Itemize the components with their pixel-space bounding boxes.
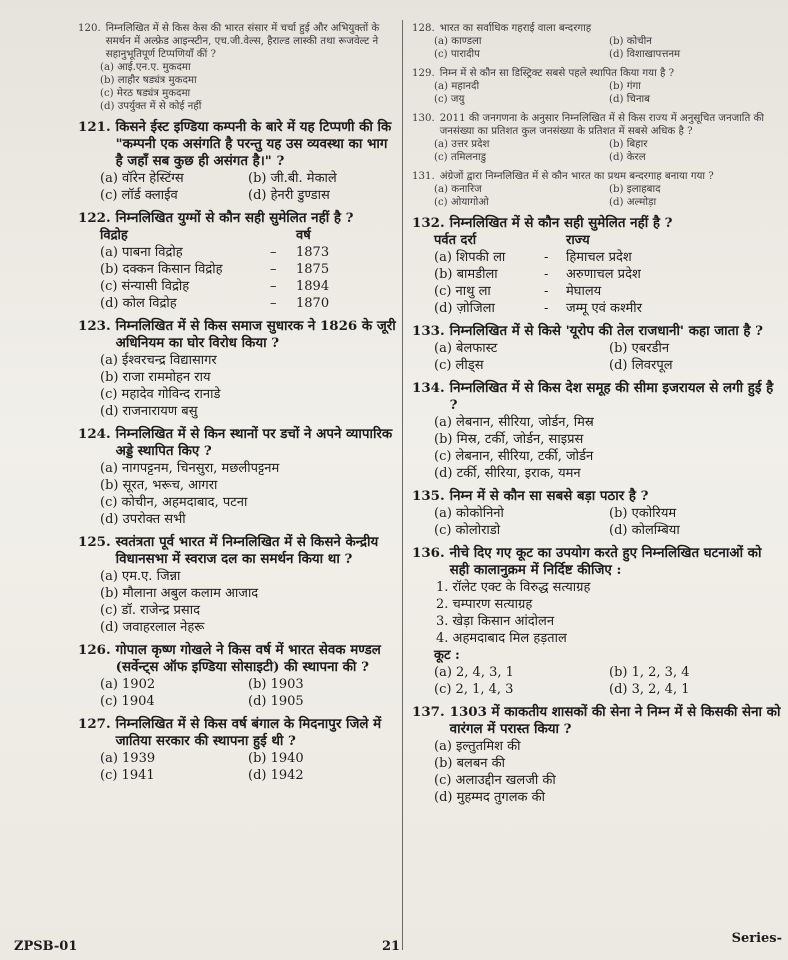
answer-option: (b) 1940	[248, 751, 304, 766]
table-cell: (a) पाबना विद्रोह	[100, 245, 183, 260]
answer-option: (c) लीड्स	[434, 358, 484, 373]
table-cell: –	[270, 296, 277, 311]
table-cell: (c) संन्यासी विद्रोह	[100, 279, 190, 294]
option-grid	[412, 340, 784, 374]
question-block	[78, 210, 396, 312]
table-cell: अरुणाचल प्रदेश	[566, 267, 641, 282]
statement-list	[412, 579, 784, 647]
question-header	[78, 716, 396, 750]
question-header	[412, 215, 784, 232]
question-header	[78, 642, 396, 676]
table-cell: –	[270, 279, 277, 294]
question-number: 124.	[78, 426, 111, 442]
page-number: 21	[382, 939, 401, 954]
answer-option: (b) एकोरियम	[609, 506, 677, 521]
option-grid	[412, 505, 784, 539]
question-text: अंग्रेजों द्वारा निम्नलिखित में से कौन भारत का प्रथम बन्दरगाह बनाया गया ?	[439, 171, 714, 182]
question-number: 125.	[78, 534, 111, 550]
question-header	[78, 119, 396, 170]
question-block	[78, 318, 396, 420]
table-header-spacer	[544, 232, 566, 249]
question-header	[412, 112, 784, 138]
table-header-spacer	[270, 227, 296, 244]
answer-option: (c) पारादीप	[434, 49, 480, 60]
question-block	[78, 716, 396, 784]
answer-option: (a) कोकोनिनो	[434, 506, 504, 521]
table-cell: -	[544, 284, 549, 299]
answer-option: (c) लेबनान, सीरिया, टर्की, जोर्डन	[434, 449, 594, 464]
answer-option: (d) हेनरी डुण्डास	[248, 188, 330, 203]
table-header-right: वर्ष	[296, 228, 311, 243]
table-cell: 1875	[296, 262, 330, 277]
answer-option: (d) टर्की, सीरिया, इराक, यमन	[434, 466, 581, 481]
answer-option: (d) लिवरपूल	[609, 358, 673, 373]
answer-option: (c) मेरठ षड्यंत्र मुकदमा	[100, 88, 191, 99]
question-header	[412, 323, 784, 340]
answer-option: (a) ईश्वरचन्द्र विद्यासागर	[100, 353, 217, 368]
question-text: निम्नलिखित में से किस समाज सुधारक ने 1826 के जूरी अधिनियम का घोर विरोध किया ?	[115, 318, 396, 351]
question-text: निम्नलिखित में से किन स्थानों पर डचों ने अपने व्यापारिक अड्डे स्थापित किए ?	[115, 426, 393, 459]
table-cell: (b) बामडीला	[434, 267, 498, 282]
question-header	[78, 22, 396, 61]
table-header-right: राज्य	[566, 233, 590, 248]
answer-option: (a) इल्तुतमिश की	[434, 739, 521, 754]
question-header	[412, 67, 784, 80]
table-header-row	[434, 232, 784, 249]
table-row	[434, 266, 784, 283]
question-number: 121.	[78, 119, 111, 135]
question-header	[412, 380, 784, 414]
question-header	[78, 534, 396, 568]
option-grid	[78, 750, 396, 784]
question-block	[412, 22, 784, 61]
question-block	[78, 426, 396, 528]
question-header	[412, 22, 784, 35]
answer-option: (d) राजनारायण बसु	[100, 404, 198, 419]
question-block	[78, 22, 396, 113]
question-text: निम्नलिखित में से किस वर्ष बंगाल के मिदनापुर जिले में जातिया सरकार की स्थापना हुई थी ?	[115, 716, 382, 749]
question-text: निम्नलिखित युग्मों से कौन सही सुमेलित नहीं है ?	[115, 210, 354, 226]
series-label: Series-	[731, 931, 782, 946]
question-text: निम्नलिखित में से किसे 'यूरोप की तेल राजधानी' कहा जाता है ?	[449, 323, 764, 339]
option-grid	[78, 676, 396, 710]
question-header	[412, 545, 784, 579]
question-block	[412, 380, 784, 482]
statement-item: 1. रॉलेट एक्ट के विरुद्ध सत्याग्रह	[436, 580, 591, 595]
answer-option: (b) गंगा	[609, 81, 641, 92]
answer-option: (c) ओयागोओ	[434, 197, 489, 208]
table-cell: (d) कोल विद्रोह	[100, 296, 177, 311]
answer-option: (c) लॉर्ड क्लाईव	[100, 188, 178, 203]
question-block	[412, 545, 784, 698]
table-cell: –	[270, 245, 277, 260]
question-block	[412, 170, 784, 209]
table-header-left: पर्वत दर्रा	[434, 233, 477, 248]
table-cell: जम्मू एवं कश्मीर	[566, 301, 642, 316]
table-cell: हिमाचल प्रदेश	[566, 250, 632, 265]
column-divider	[402, 20, 403, 950]
question-number: 127.	[78, 716, 111, 732]
answer-option: (c) अलाउद्दीन खलजी की	[434, 773, 556, 788]
answer-option: (b) लाहौर षड्यंत्र मुकदमा	[100, 75, 197, 86]
question-text: निम्नलिखित में से किस देश समूह की सीमा इजरायल से लगी हुई है ?	[449, 380, 774, 413]
answer-option: (b) बिहार	[609, 139, 648, 150]
answer-option: (d) अल्मोड़ा	[609, 197, 657, 208]
statement-item: 2. चम्पारण सत्याग्रह	[436, 597, 533, 612]
question-number: 130.	[412, 113, 435, 124]
answer-option: (c) कोलोराडो	[434, 523, 501, 538]
match-table	[412, 232, 784, 317]
answer-option: (a) 1902	[100, 677, 156, 692]
answer-option: (d) चिनाब	[609, 94, 650, 105]
answer-option: (a) बेलफास्ट	[434, 341, 498, 356]
answer-option: (d) 1942	[248, 768, 304, 783]
question-header	[412, 488, 784, 505]
question-block	[412, 704, 784, 806]
question-text: किसने ईस्ट इण्डिया कम्पनी के बारे में यह टिप्पणी की कि "कम्पनी एक असंगति है परन्तु यह उस व्यवस्था का भाग है जहाँ सब कुछ ही असंगत है।" ?	[115, 119, 392, 169]
question-header	[412, 704, 784, 738]
option-list	[78, 460, 396, 528]
right-column	[412, 22, 784, 812]
question-number: 126.	[78, 642, 111, 658]
table-row	[100, 295, 396, 312]
question-number: 128.	[412, 23, 435, 34]
answer-option: (b) राजा राममोहन राय	[100, 370, 211, 385]
answer-option: (d) 1905	[248, 694, 304, 709]
option-list	[412, 414, 784, 482]
table-cell: 1873	[296, 245, 330, 260]
table-row	[100, 278, 396, 295]
table-cell: (d) ज़ोजिला	[434, 301, 495, 316]
table-cell: 1870	[296, 296, 330, 311]
question-number: 133.	[412, 323, 445, 339]
table-cell: (a) शिपकी ला	[434, 250, 506, 265]
answer-option: (b) जी.बी. मेकाले	[248, 171, 337, 186]
table-row	[434, 283, 784, 300]
question-number: 123.	[78, 318, 111, 334]
table-row	[434, 300, 784, 317]
question-block	[412, 112, 784, 164]
option-list	[78, 61, 396, 113]
answer-option: (a) नागपट्टनम, चिनसुरा, मछलीपट्टनम	[100, 461, 280, 476]
answer-option: (b) एबरडीन	[609, 341, 670, 356]
question-text: भारत का सर्वाधिक गहराई वाला बन्दरगाह	[439, 23, 592, 34]
answer-option: (d) मुहम्मद तुगलक की	[434, 790, 545, 805]
table-row	[434, 249, 784, 266]
table-cell: 1894	[296, 279, 330, 294]
answer-option: (c) महादेव गोविन्द रानाडे	[100, 387, 221, 402]
question-number: 131.	[412, 171, 435, 182]
question-text: नीचे दिए गए कूट का उपयोग करते हुए निम्नलिखित घटनाओं को सही कालानुक्रम में निर्दिष्ट कीजिए :	[449, 545, 762, 578]
question-header	[78, 426, 396, 460]
table-cell: -	[544, 250, 549, 265]
question-block	[412, 215, 784, 317]
option-grid	[412, 138, 784, 164]
question-number: 132.	[412, 215, 445, 231]
table-row	[100, 261, 396, 278]
question-block	[78, 119, 396, 204]
answer-option: (b) बलबन की	[434, 756, 505, 771]
answer-option: (a) एम.ए. जिन्ना	[100, 569, 181, 584]
answer-option: (d) उपरोक्त सभी	[100, 512, 186, 527]
answer-option: (c) तमिलनाडु	[434, 152, 487, 163]
question-block	[412, 67, 784, 106]
answer-option: (b) 1903	[248, 677, 304, 692]
question-block	[412, 488, 784, 539]
option-grid	[412, 183, 784, 209]
question-text: निम्न में से कौन सा सबसे बड़ा पठार है ?	[449, 488, 649, 504]
match-table	[78, 227, 396, 312]
left-column	[78, 22, 396, 790]
question-number: 129.	[412, 68, 435, 79]
answer-option: (b) 1, 2, 3, 4	[609, 665, 690, 680]
question-text: गोपाल कृष्ण गोखले ने किस वर्ष में भारत सेवक मण्डल (सर्वेन्ट्स ऑफ इण्डिया सोसाइटी) की स्थापना की ?	[115, 642, 381, 675]
question-text: 2011 की जनगणना के अनुसार निम्नलिखित में से किस राज्य में अनुसूचित जनजाति की जनसंख्या का प्रतिशत कुल जनसंख्या के प्रतिशत में सबसे अधिक है ?	[439, 113, 764, 137]
question-number: 122.	[78, 210, 111, 226]
table-cell: –	[270, 262, 277, 277]
question-number: 120.	[78, 23, 101, 34]
answer-option: (d) कोलम्बिया	[609, 523, 680, 538]
answer-option: (d) जवाहरलाल नेहरू	[100, 620, 205, 635]
question-number: 137.	[412, 704, 445, 720]
question-block	[78, 534, 396, 636]
answer-option: (c) 1904	[100, 694, 155, 709]
question-number: 134.	[412, 380, 445, 396]
option-list	[78, 568, 396, 636]
question-text: निम्नलिखित में से किस केस की भारत संसार में चर्चा हुई और अभियुक्तों के समर्थन में अल्फ्रेड आइन्स्टीन, एच.जी.वेल्स, हैराल्ड लास्की तथा रूजवेल्ट ने सहानुभूतिपूर्ण टिप्पणियाँ कीं ?	[105, 23, 380, 60]
answer-option: (a) उत्तर प्रदेश	[434, 139, 490, 150]
paper-code: ZPSB-01	[14, 939, 78, 954]
question-block	[412, 323, 784, 374]
question-number: 135.	[412, 488, 445, 504]
question-text: निम्नलिखित में से कौन सही सुमेलित नहीं है ?	[449, 215, 673, 231]
answer-option: (a) महानदी	[434, 81, 480, 92]
table-cell: -	[544, 267, 549, 282]
answer-option: (b) इलाहबाद	[609, 184, 661, 195]
answer-option: (d) उपर्युक्त में से कोई नहीं	[100, 101, 202, 112]
question-header	[78, 318, 396, 352]
answer-option: (c) 2, 1, 4, 3	[434, 682, 514, 697]
table-header-left: विद्रोह	[100, 228, 128, 243]
table-cell: -	[544, 301, 549, 316]
answer-option: (b) मौलाना अबुल कलाम आजाद	[100, 586, 259, 601]
answer-option: (d) केरल	[609, 152, 646, 163]
answer-option: (d) 3, 2, 4, 1	[609, 682, 690, 697]
option-grid	[412, 35, 784, 61]
table-cell: (c) नाथु ला	[434, 284, 491, 299]
question-block	[78, 642, 396, 710]
option-grid	[412, 664, 784, 698]
option-grid	[412, 80, 784, 106]
question-text: स्वतंत्रता पूर्व भारत में निम्नलिखित में से किसने केन्द्रीय विधानसभा में स्वराज दल का समर्थन किया था ?	[115, 534, 379, 567]
question-text: 1303 में काकतीय शासकों की सेना ने निम्न में से किसकी सेना को वारंगल में परास्त किया ?	[449, 704, 781, 737]
answer-option: (c) डॉ. राजेन्द्र प्रसाद	[100, 603, 200, 618]
answer-option: (a) 1939	[100, 751, 156, 766]
answer-option: (d) विशाखापत्तनम	[609, 49, 681, 60]
answer-option: (b) कोचीन	[609, 36, 652, 47]
answer-option: (c) जयु	[434, 94, 465, 105]
answer-option: (b) सूरत, भरूच, आगरा	[100, 478, 218, 493]
table-header-row	[100, 227, 396, 244]
table-cell: (b) दक्कन किसान विद्रोह	[100, 262, 223, 277]
option-list	[78, 352, 396, 420]
table-cell: मेघालय	[566, 284, 602, 299]
code-label: कूट :	[434, 648, 460, 663]
question-header	[412, 170, 784, 183]
answer-option: (c) कोचीन, अहमदाबाद, पटना	[100, 495, 248, 510]
answer-option: (a) आई.एन.ए. मुकदमा	[100, 62, 191, 73]
option-list	[412, 738, 784, 806]
question-number: 136.	[412, 545, 445, 561]
answer-option: (a) वॉरेन हेस्टिंग्स	[100, 171, 184, 186]
answer-option: (c) 1941	[100, 768, 155, 783]
question-text: निम्न में से कौन सा डिस्ट्रिक्ट सबसे पहले स्थापित किया गया है ?	[439, 68, 675, 79]
answer-option: (a) 2, 4, 3, 1	[434, 665, 514, 680]
answer-option: (a) लेबनान, सीरिया, जोर्डन, मिस्र	[434, 415, 594, 430]
answer-option: (b) मिस्र, टर्की, जोर्डन, साइप्रस	[434, 432, 584, 447]
table-row	[100, 244, 396, 261]
statement-item: 3. खेड़ा किसान आंदोलन	[436, 614, 555, 629]
answer-option: (a) कनारिज	[434, 184, 482, 195]
statement-item: 4. अहमदाबाद मिल हड़ताल	[436, 631, 567, 646]
answer-option: (a) काण्डला	[434, 36, 482, 47]
option-grid	[78, 170, 396, 204]
question-header	[78, 210, 396, 227]
